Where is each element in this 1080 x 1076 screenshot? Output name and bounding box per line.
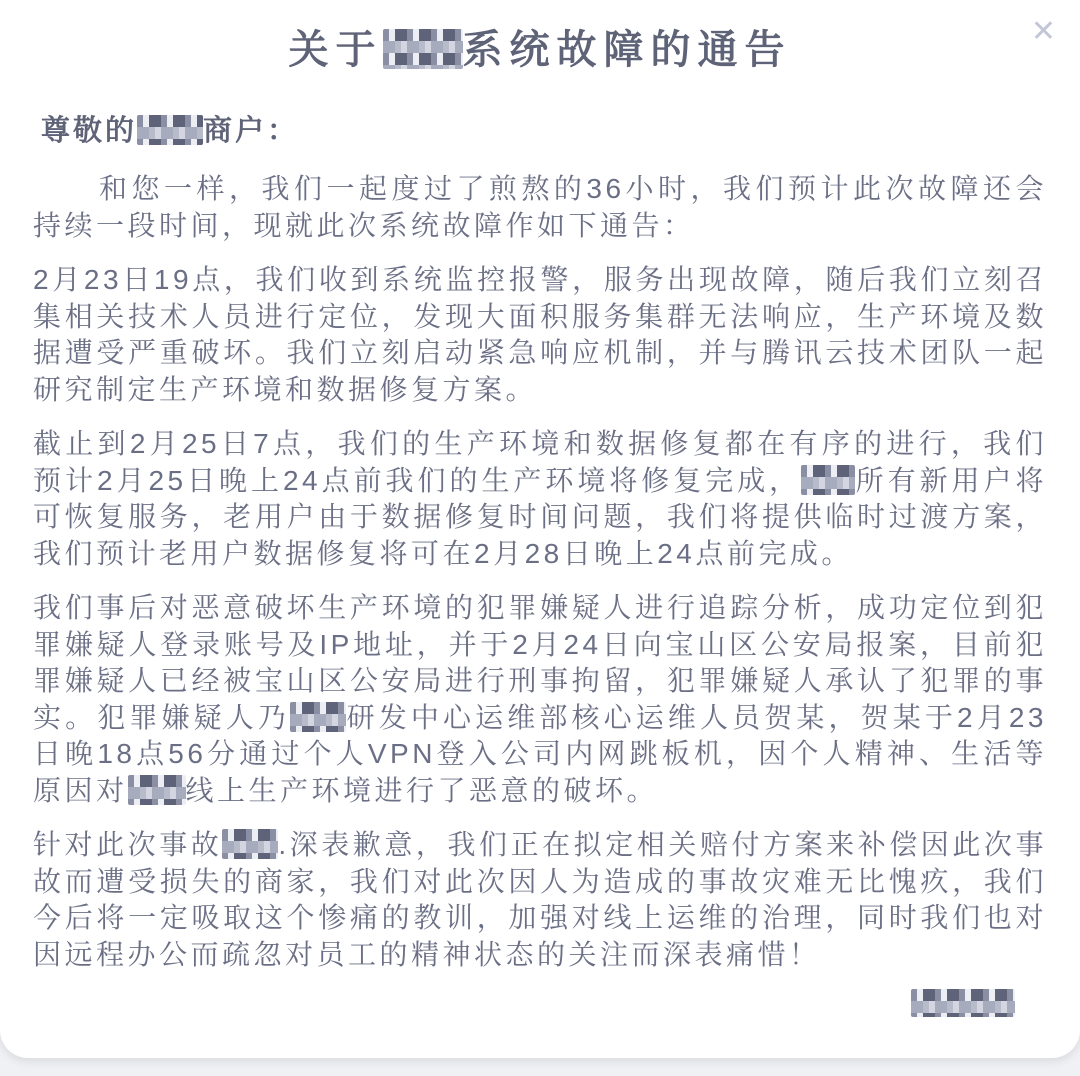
text-run: 尊敬的 <box>41 115 138 147</box>
redacted-text-mosaic <box>911 989 1015 1017</box>
text-run: 和您一样，我们一起度过了煎熬的36小时，我们预计此次故障还会持续一段时间，现就此次系统故障作如下通告： <box>33 173 1047 241</box>
greeting-line <box>33 108 1047 149</box>
text-run: 关于 <box>288 28 383 72</box>
notice-title <box>33 24 1047 76</box>
signature-line <box>33 989 1047 1017</box>
text-run: 商户： <box>203 115 300 147</box>
redacted-text-mosaic <box>137 115 203 145</box>
text-run: 所有新用户将可恢复服务，老用户由于数据修复时间问题，我们将提供临时过渡方案，我们预计老用户数据修复将可在2月28日晚上24点前完成。 <box>33 464 1047 569</box>
text-run: 线上生产环境进行了恶意的破坏。 <box>185 774 659 806</box>
notice-paragraph <box>33 590 1047 809</box>
redacted-text-mosaic <box>383 29 463 69</box>
text-run: 系统故障的通告 <box>462 28 792 72</box>
text-run: .深表歉意，我们正在拟定相关赔付方案来补偿因此次事故而遭受损失的商家，我们对此次因人为造成的事故灾难无比愧疚，我们今后将一定吸取这个惨痛的教训，加强对线上运维的治理，同时我们也对因远程办公而疏忽对员工的精神状态的关注而深表痛惜！ <box>33 829 1047 970</box>
text-run: 针对此次事故 <box>33 829 223 860</box>
text-run: 我们事后对恶意破坏生产环境的犯罪嫌疑人进行追踪分析，成功定位到犯罪嫌疑人登录账号及IP地址，并于2月24日向宝山区公安局报案，目前犯罪嫌疑人已经被宝山区公安局进行刑事拘留，犯罪嫌疑人承认了犯罪的事实。犯罪嫌疑人乃 <box>33 592 1047 733</box>
text-run: 截止到2月25日7点，我们的生产环境和数据修复都在有序的进行，我们预计2月25日晚上24点前我们的生产环境将修复完成， <box>33 428 1047 496</box>
redacted-text-mosaic <box>801 465 855 495</box>
notice-paragraph <box>33 171 1047 244</box>
redacted-text-mosaic <box>222 829 278 859</box>
notice-paragraph <box>33 426 1047 572</box>
text-run: 2月23日19点，我们收到系统监控报警，服务出现故障，随后我们立刻召集相关技术人员进行定位，发现大面积服务集群无法响应，生产环境及数据遭受严重破坏。我们立刻启动紧急响应机制，并与腾讯云技术团队一起研究制定生产环境和数据修复方案。 <box>33 264 1047 405</box>
redacted-text-mosaic <box>290 702 346 732</box>
notice-paragraph <box>33 827 1047 973</box>
close-button[interactable]: ✕ <box>1030 15 1056 48</box>
notice-body <box>33 171 1047 973</box>
redacted-text-mosaic <box>128 775 186 805</box>
text-run: 研发中心运维部核心运维人员贺某，贺某于2月23日晚18点56分通过个人VPN登入公司内网跳板机，因个人精神、生活等原因对 <box>33 701 1047 806</box>
notice-paragraph <box>33 262 1047 408</box>
